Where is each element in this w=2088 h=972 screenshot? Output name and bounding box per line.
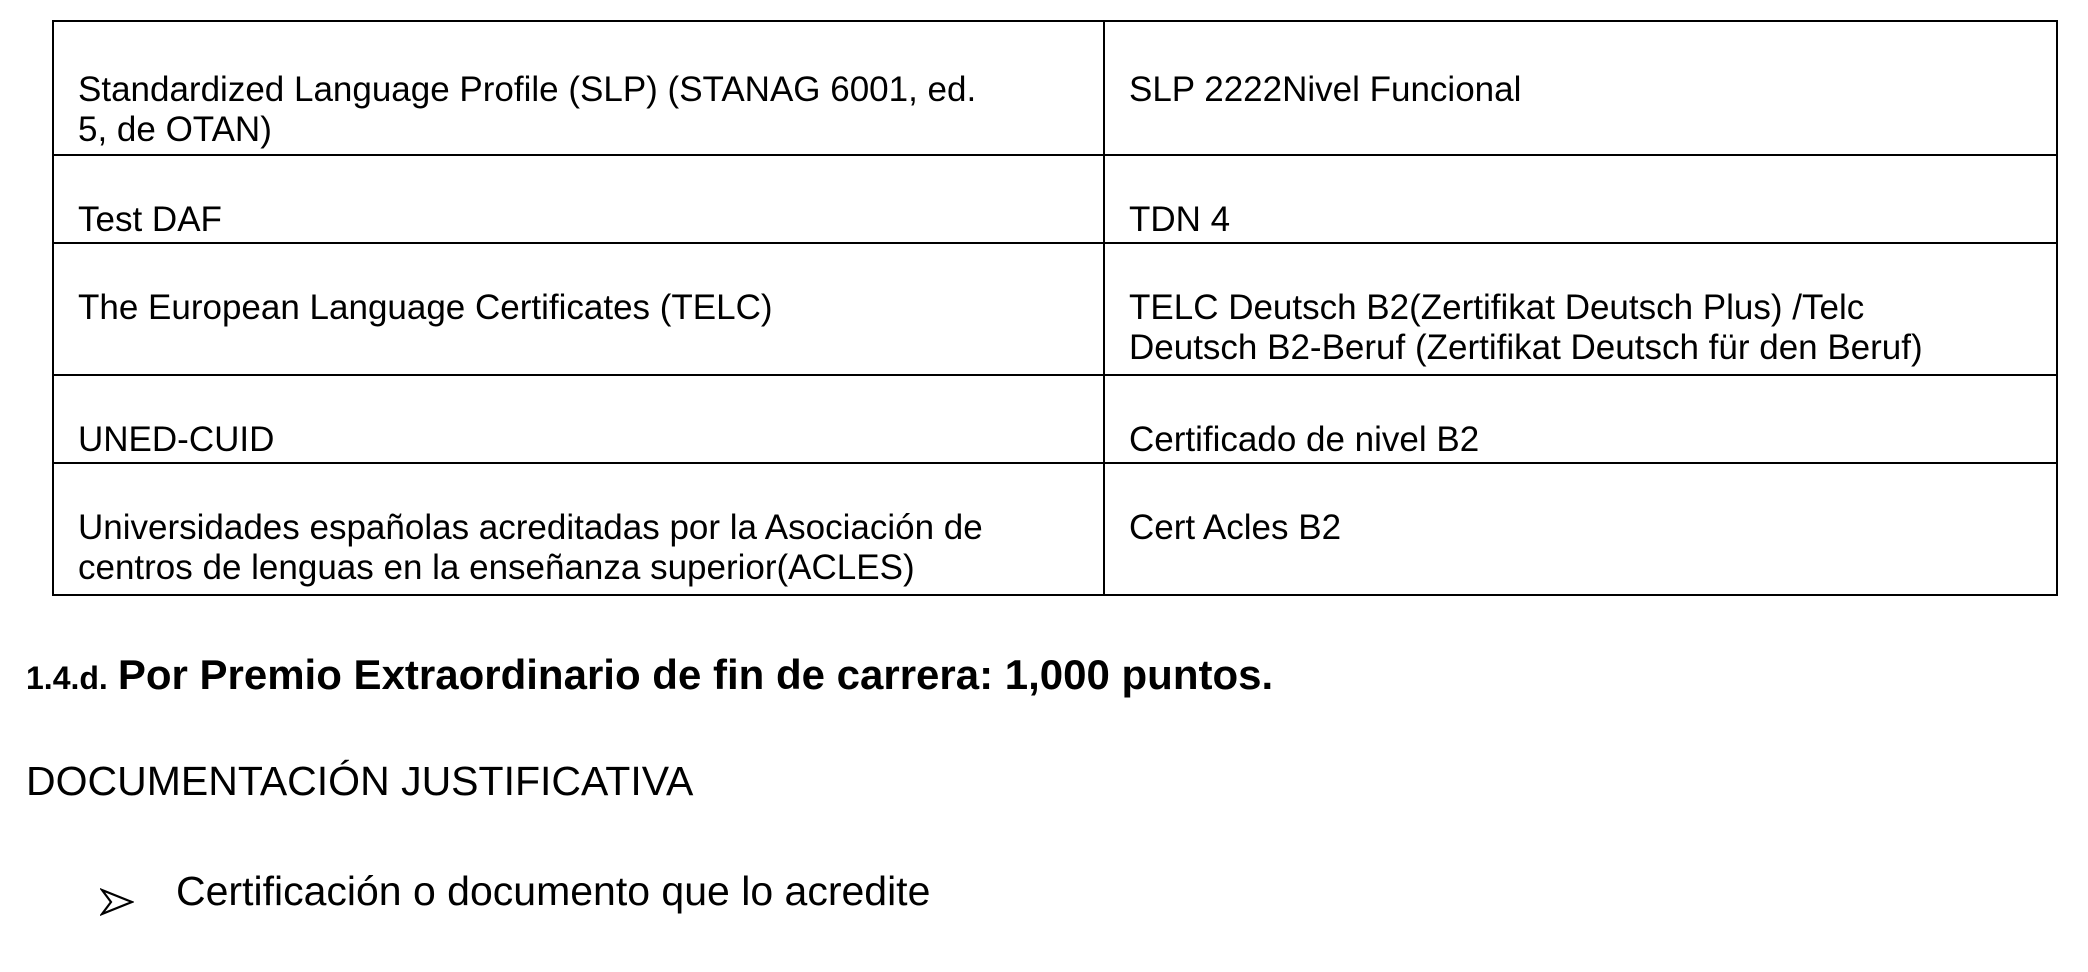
- certificate-cell: [1104, 463, 2057, 595]
- institution-text: The European Language Certificates (TELC): [78, 288, 773, 327]
- certificate-cell: [1104, 155, 2057, 243]
- certificate-text-line: TELC Deutsch B2(Zertifikat Deutsch Plus) /Telc: [1129, 288, 1865, 327]
- institution-cell: [53, 243, 1104, 375]
- certificate-text: TDN 4: [1129, 200, 1231, 239]
- certificate-cell: [1104, 243, 2057, 375]
- institution-text: Test DAF: [78, 200, 222, 239]
- certificate-text: Certificado de nivel B2: [1129, 420, 1480, 459]
- institution-cell: [53, 21, 1104, 155]
- institution-text-line: 5, de OTAN): [78, 110, 272, 149]
- arrowhead-bullet-icon: [100, 877, 134, 905]
- table-row: [53, 21, 2057, 155]
- certificate-text: SLP 2222Nivel Funcional: [1129, 70, 1522, 109]
- list-item-text: Certificación o documento que lo acredite: [176, 868, 931, 914]
- section-number: 1.4.d.: [26, 660, 108, 696]
- institution-text-line: centros de lenguas en la enseñanza superior(ACLES): [78, 548, 915, 587]
- list-item: [100, 866, 930, 916]
- language-certificates-table: [52, 20, 2058, 596]
- table-row: [53, 375, 2057, 463]
- institution-cell: [53, 463, 1104, 595]
- section-heading: [26, 650, 1273, 703]
- institution-cell: [53, 375, 1104, 463]
- institution-text-line: Universidades españolas acreditadas por la Asociación de: [78, 508, 983, 547]
- institution-cell: [53, 155, 1104, 243]
- section-title: Por Premio Extraordinario de fin de carrera: 1,000 puntos.: [117, 651, 1274, 698]
- table-row: [53, 155, 2057, 243]
- documentation-title: DOCUMENTACIÓN JUSTIFICATIVA: [26, 758, 694, 804]
- institution-text-line: Standardized Language Profile (SLP) (STANAG 6001, ed.: [78, 70, 977, 109]
- table-row: [53, 463, 2057, 595]
- certificate-text: Cert Acles B2: [1129, 508, 1342, 547]
- table-row: [53, 243, 2057, 375]
- institution-text: UNED-CUID: [78, 420, 275, 459]
- certificate-cell: [1104, 21, 2057, 155]
- certificate-text-line: Deutsch B2-Beruf (Zertifikat Deutsch für den Beruf): [1129, 328, 1923, 367]
- certificate-cell: [1104, 375, 2057, 463]
